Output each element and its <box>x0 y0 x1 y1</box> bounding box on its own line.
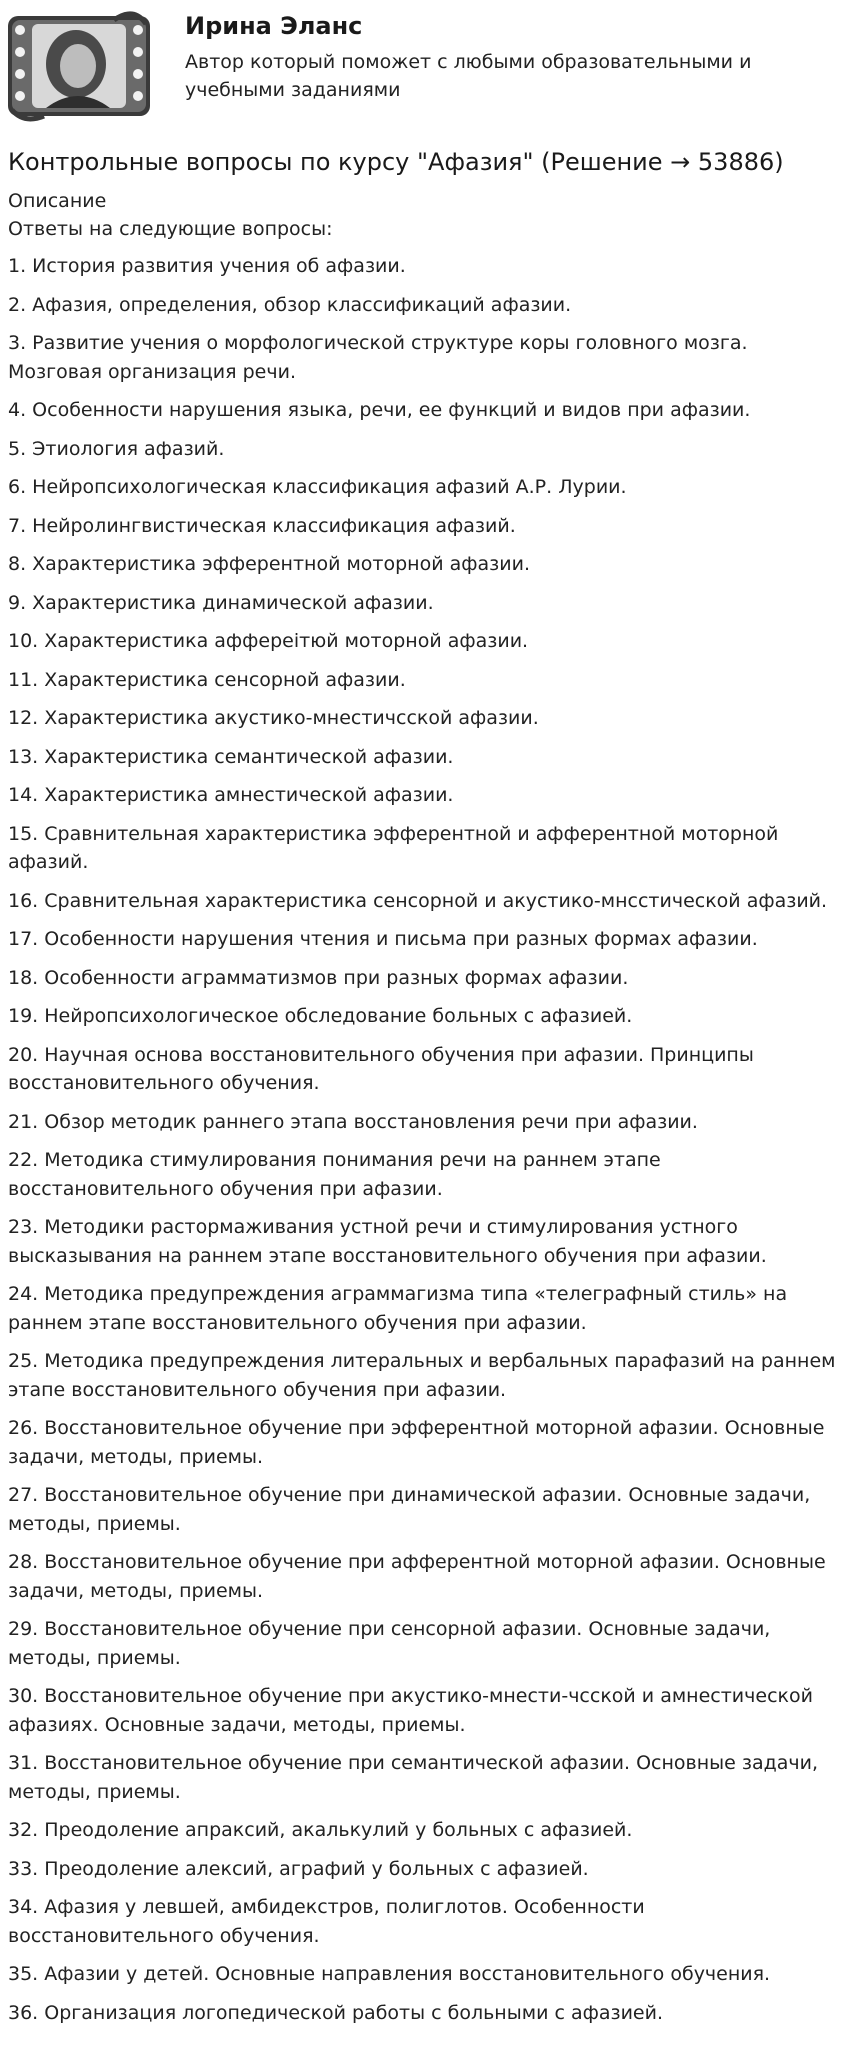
question-item: 32. Преодоление апраксий, акалькулий у больных с афазией. <box>8 1819 633 1841</box>
author-header <box>0 0 847 130</box>
question-item: 2. Афазия, определения, обзор классификаций афазии. <box>8 293 572 316</box>
question-item: 4. Особенности нарушения языка, речи, ее функций и видов при афазии. <box>8 399 751 421</box>
author-name[interactable]: Ирина Эланс <box>185 12 363 40</box>
question-item: 16. Сравнительная характеристика сенсорной и акустико-мнсстической афазий. <box>8 889 828 912</box>
question-item: 24. Методика предупреждения аграммагизма типа «телеграфный стиль» на раннем этапе восстановительного обучения при афазии. <box>8 1283 788 1334</box>
question-item: 8. Характеристика эфферентной моторной афазии. <box>8 553 530 575</box>
description-label: Описание <box>8 190 107 212</box>
question-item: 17. Особенности нарушения чтения и письма при разных формах афазии. <box>8 928 758 950</box>
question-item: 35. Афазии у детей. Основные направления восстановительного обучения. <box>8 1963 771 1985</box>
question-item: 6. Нейропсихологическая классификация афазий А.Р. Лурии. <box>8 476 627 498</box>
question-item: 26. Восстановительное обучение при эфферентной моторной афазии. Основные задачи, методы, приемы. <box>8 1417 825 1468</box>
question-item: 10. Характеристика аффереiтюй моторной афазии. <box>8 630 529 652</box>
question-item: 18. Особенности аграмматизмов при разных формах афазии. <box>8 966 629 989</box>
question-item: 14. Характеристика амнестической афазии. <box>8 784 454 806</box>
question-item: 9. Характеристика динамической афазии. <box>8 591 434 614</box>
question-item: 31. Восстановительное обучение при семантической афазии. Основные задачи, методы, приемы. <box>8 1752 819 1803</box>
question-item: 11. Характеристика сенсорной афазии. <box>8 668 406 691</box>
question-item: 1. История развития учения об афазии. <box>8 255 406 277</box>
question-item: 13. Характеристика семантической афазии. <box>8 745 454 768</box>
question-item: 12. Характеристика акустико-мнестичсской афазии. <box>8 707 539 729</box>
question-item: 29. Восстановительное обучение при сенсорной афазии. Основные задачи, методы, приемы. <box>8 1618 771 1669</box>
question-item: 30. Восстановительное обучение при акустико-мнести-чсской и амнестической афазиях. Основные задачи, методы, приемы. <box>8 1685 813 1736</box>
questions-list <box>8 252 844 2037</box>
question-item: 36. Организация логопедической работы с больными с афазией. <box>8 2001 663 2024</box>
question-item: 28. Восстановительное обучение при афферентной моторной афазии. Основные задачи, методы, приемы. <box>8 1551 826 1602</box>
question-item: 20. Научная основа восстановительного обучения при афазии. Принципы восстановительного обучения. <box>8 1043 754 1094</box>
author-description: Автор который поможет с любыми образовательными и учебными заданиями <box>185 51 752 101</box>
question-item: 22. Методика стимулирования понимания речи на раннем этапе восстановительного обучения при афазии. <box>8 1149 661 1200</box>
page-title: Контрольные вопросы по курсу "Афазия" (Решение → 53886) <box>8 148 784 176</box>
question-item: 15. Сравнительная характеристика эфферентной и афферентной моторной афазий. <box>8 822 779 873</box>
question-item: 7. Нейролингвистическая классификация афазий. <box>8 514 516 537</box>
question-item: 33. Преодоление алексий, аграфий у больных с афазией. <box>8 1857 589 1880</box>
author-avatar-icon[interactable] <box>6 6 152 124</box>
question-item: 3. Развитие учения о морфологической структуре коры головного мозга. Мозговая организация речи. <box>8 332 748 383</box>
question-item: 19. Нейропсихологическое обследование больных с афазией. <box>8 1005 633 1027</box>
question-item: 21. Обзор методик раннего этапа восстановления речи при афазии. <box>8 1110 698 1133</box>
question-item: 27. Восстановительное обучение при динамической афазии. Основные задачи, методы, приемы. <box>8 1484 811 1535</box>
question-item: 5. Этиология афазий. <box>8 437 225 460</box>
question-item: 25. Методика предупреждения литеральных и вербальных парафазий на раннем этапе восстановительного обучения при афазии. <box>8 1350 836 1401</box>
question-item: 34. Афазия у левшей, амбидекстров, полиглотов. Особенности восстановительного обучения. <box>8 1896 645 1947</box>
question-item: 23. Методики растормаживания устной речи и стимулирования устного высказывания на раннем этапе восстановительного обучения при афазии. <box>8 1216 767 1267</box>
questions-intro: Ответы на следующие вопросы: <box>8 218 333 240</box>
